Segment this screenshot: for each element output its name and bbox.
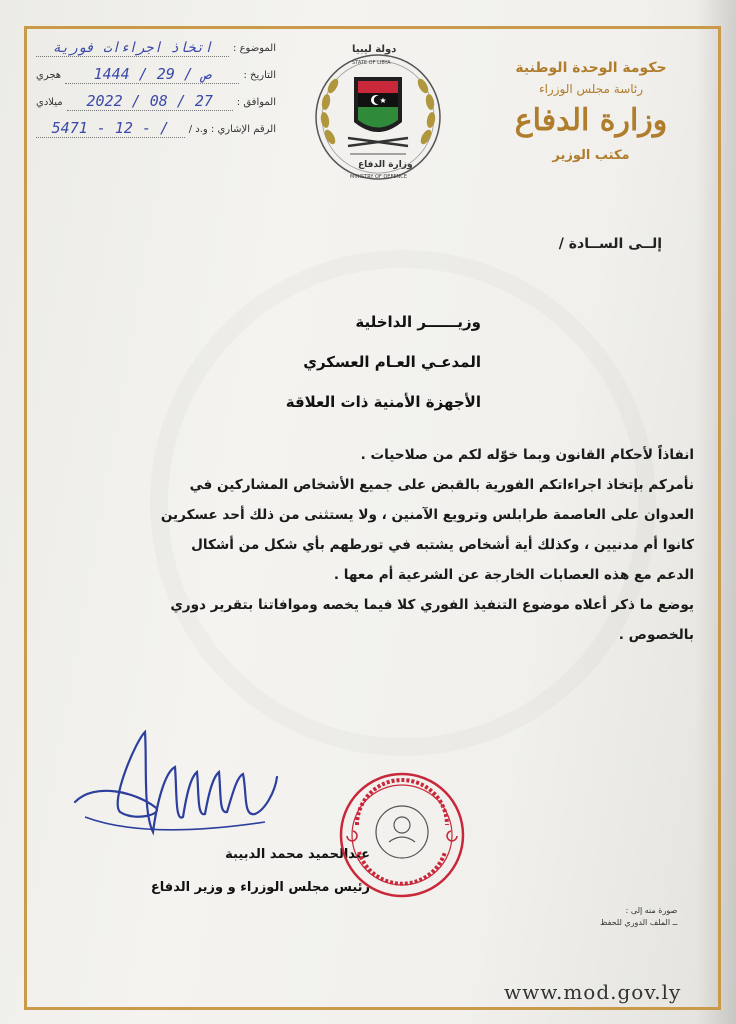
subject-row	[36, 30, 276, 57]
subject-value: اتخاذ اجراءات فورية	[36, 40, 229, 57]
cc-label: صورة منه إلى :	[625, 906, 678, 915]
emblem-sub-text: STATE OF LIBYA	[352, 60, 391, 66]
carbon-copy	[600, 905, 677, 929]
recipient-item: الأجهزة الأمنية ذات العلاقة	[285, 393, 481, 411]
hijri-date-label: التاريخ :	[243, 70, 276, 81]
hijri-suffix: هجري	[36, 70, 62, 81]
signatory-name: عبدالحميد محمد الدبيبة	[225, 847, 370, 862]
gregorian-date-row	[36, 84, 276, 111]
salutation: إلــى الســادة /	[558, 236, 662, 252]
emblem-bottom-text: وزارة الدفاع	[358, 160, 413, 170]
recipient-item: المدعـي العـام العسكري	[303, 353, 481, 371]
body-line: الدعم مع هذه العصابات الخارجة عن الشرعية أم معها .	[333, 567, 694, 583]
body-line: العدوان على العاصمة طرابلس وترويع الآمنين ، ولا يستثنى من ذلك أحد عسكرين	[160, 507, 694, 523]
body-line: نأمركم بإتخاذ اجراءاتكم الفورية بالقبض على جميع الأشخاص المشاركين في	[189, 477, 694, 493]
recipients-list	[121, 306, 481, 426]
gregorian-suffix: ميلادي	[36, 97, 63, 108]
cc-line: ــ الملف الدوري للحفظ	[600, 918, 678, 927]
official-stamp	[337, 770, 467, 900]
letterhead	[491, 60, 691, 163]
subject-label: الموضوع :	[233, 43, 276, 54]
body-line: كانوا أم مدنيين ، وكذلك أية أشخاص يشتبه في تورطهم بأي شكل من أشكال	[191, 537, 694, 553]
signatory-title: رئيس مجلس الوزراء و وزير الدفاع	[150, 880, 370, 895]
body-line: يوضع ما ذكر أعلاه موضوع التنفيذ الفوري كلا فيما يخصه وموافاتنا بتقرير دوري	[170, 597, 694, 613]
reference-value: 5471 - 12 - /	[36, 119, 185, 138]
reference-label: الرقم الإشاري : و.د /	[188, 124, 276, 135]
government-name: حكومة الوحدة الوطنية	[515, 60, 667, 76]
presidency-name: رئاسة مجلس الوزراء	[538, 82, 644, 96]
hijri-date-value: 1444 / ص / 29	[65, 65, 239, 84]
signature-block	[70, 722, 370, 902]
ministry-name: وزارة الدفاع	[514, 103, 668, 138]
emblem-top-text: دولة ليبيا	[352, 44, 397, 55]
handwritten-signature	[65, 722, 285, 852]
body-line: بالخصوص .	[618, 627, 694, 643]
hijri-date-row	[36, 57, 276, 84]
reference-row	[36, 111, 276, 138]
gregorian-date-label: الموافق :	[236, 97, 276, 108]
emblem-bottom-sub: MINISTRY OF DEFENCE	[350, 174, 407, 180]
recipient-item: وزيــــــر الداخلية	[355, 313, 481, 331]
letter-body	[62, 440, 694, 650]
gregorian-date-value: 2022 / 08 / 27	[67, 92, 233, 111]
website-url: www.mod.gov.ly	[504, 980, 682, 1004]
reference-block	[36, 30, 276, 138]
office-name: مكتب الوزير	[552, 148, 630, 163]
body-line: انفاذاً لأحكام القانون وبما خوّله لكم من صلاحيات .	[360, 447, 694, 463]
